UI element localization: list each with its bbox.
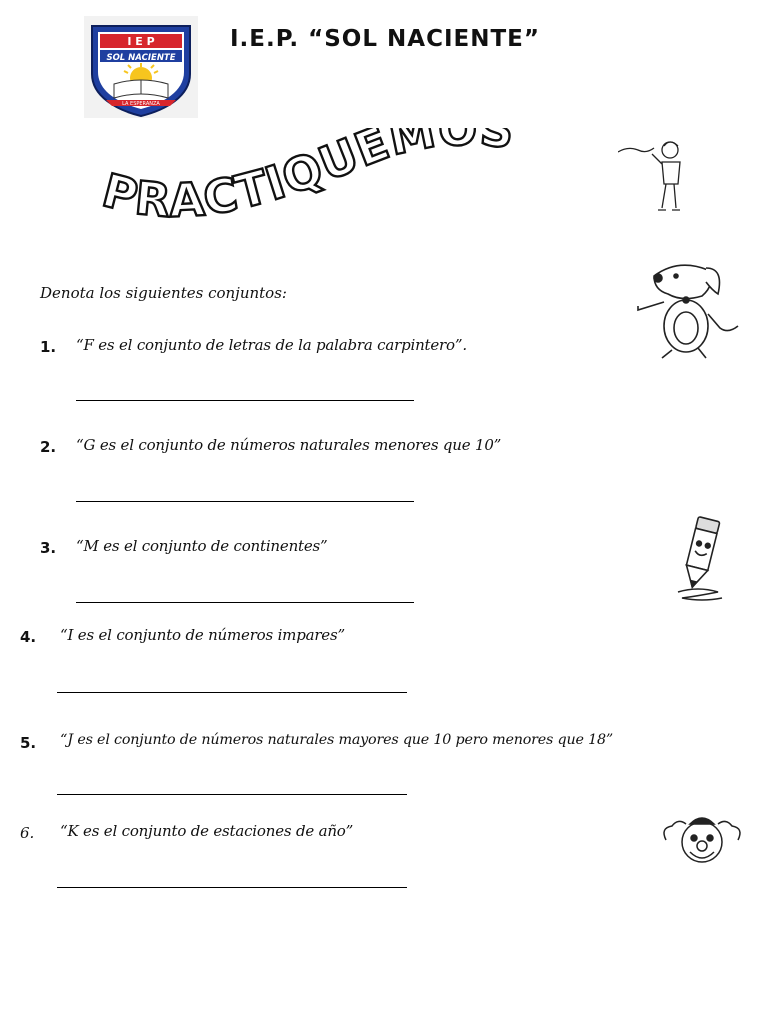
svg-text:PRACTIQUEMOS bbox=[97, 128, 517, 228]
school-logo bbox=[84, 16, 198, 118]
question-number: 3. bbox=[40, 539, 57, 557]
question-text: “G es el conjunto de números naturales menores que 10” bbox=[76, 436, 502, 454]
answer-line[interactable] bbox=[76, 501, 414, 502]
question-number: 4. bbox=[20, 628, 37, 646]
answer-line[interactable] bbox=[76, 400, 414, 401]
instructions: Denota los siguientes conjuntos: bbox=[40, 284, 287, 302]
question-number: 2. bbox=[40, 438, 57, 456]
question-text: “K es el conjunto de estaciones de año” bbox=[60, 822, 354, 840]
dog-icon bbox=[632, 254, 740, 364]
school-title: I.E.P. “SOL NACIENTE” bbox=[230, 26, 540, 52]
question-number: 5. bbox=[20, 734, 37, 752]
girl-drawing-icon bbox=[618, 138, 690, 218]
question-text: “I es el conjunto de números impares” bbox=[60, 626, 345, 644]
svg-text:I E P: I E P bbox=[127, 35, 155, 48]
pencil-character-icon bbox=[668, 512, 732, 606]
banner-word: PRACTIQUEMOS bbox=[97, 128, 518, 228]
answer-line[interactable] bbox=[57, 794, 407, 795]
clown-face-icon bbox=[660, 810, 744, 868]
answer-line[interactable] bbox=[57, 887, 407, 888]
answer-line[interactable] bbox=[76, 602, 414, 603]
question-number: 1. bbox=[40, 338, 57, 356]
question-text: “M es el conjunto de continentes” bbox=[76, 537, 328, 555]
svg-text:SOL NACIENTE: SOL NACIENTE bbox=[106, 53, 176, 63]
answer-line[interactable] bbox=[57, 692, 407, 693]
question-text: “J es el conjunto de números naturales mayores que 10 pero menores que 18” bbox=[60, 732, 613, 748]
question-text: “F es el conjunto de letras de la palabra carpintero”. bbox=[76, 336, 467, 354]
question-number: 6. bbox=[20, 824, 35, 842]
svg-text:LA ESPERANZA: LA ESPERANZA bbox=[122, 101, 160, 107]
practiquemos-banner bbox=[86, 128, 606, 240]
